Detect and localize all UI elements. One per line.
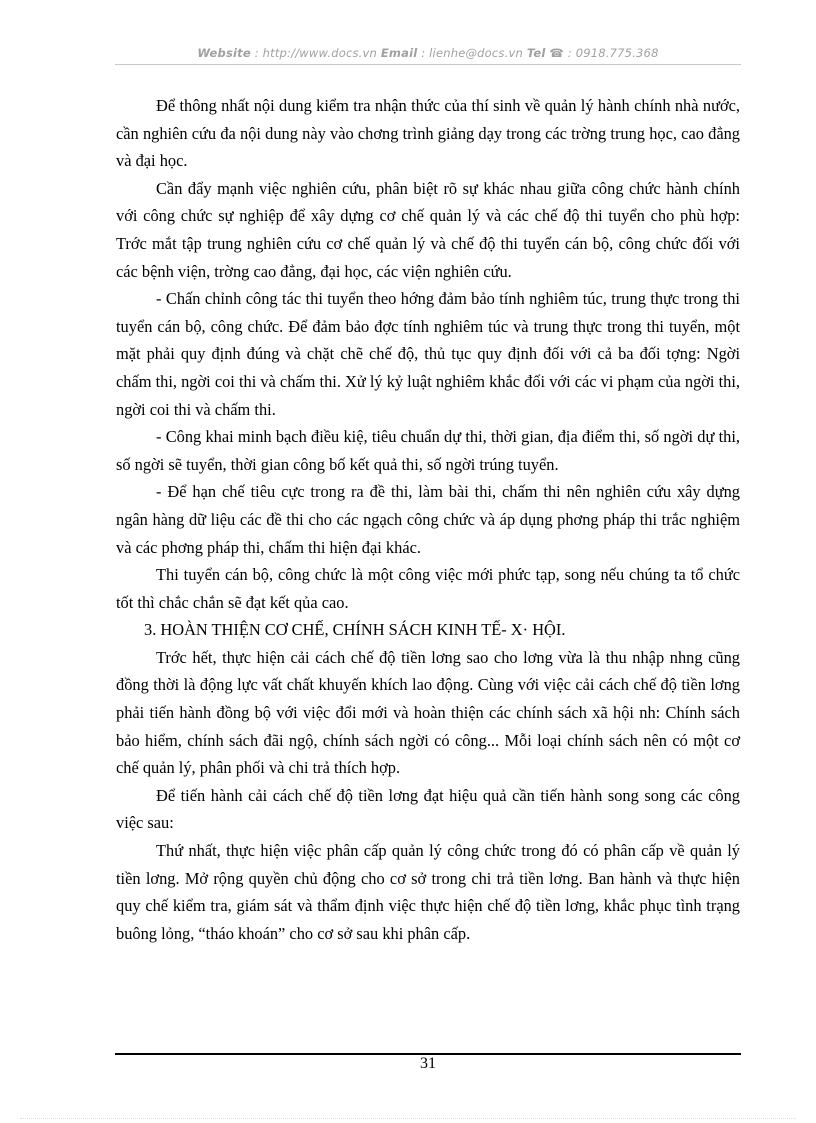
tel-label: Tel bbox=[526, 46, 546, 60]
section-heading: 3. HOÀN THIỆN CƠ CHẾ, CHÍNH SÁCH KINH TẾ- X· HỘI. bbox=[144, 620, 566, 640]
paragraph: Để thông nhất nội dung kiểm tra nhận thức của thí sinh về quản lý hành chính nhà nước, cần nghiên cứu đa nội dung này vào chơng trình giảng dạy trong các trờng trung học, cao đẳng và đại học. bbox=[116, 96, 740, 171]
paragraph: Trớc hết, thực hiện cải cách chế độ tiền lơng sao cho lơng vừa là thu nhập nhng cũng đồng thời là động lực vất chất khuyến khích lao động. Cùng với việc cải cách chế độ tiền lơng phải tiến hành đồng bộ với việc đổi mới và hoàn thiện các chính sách xã hội nh: Chính sách bảo hiểm, chính sách đãi ngộ, chính sách ngời có công... Mỗi loại chính sách nên có một cơ chế quản lý, phân phối và chi trả thích hợp. bbox=[116, 647, 740, 778]
paragraph: Thi tuyển cán bộ, công chức là một công việc mới phức tạp, song nếu chúng ta tổ chức tốt thì chắc chắn sẽ đạt kết qủa cao. bbox=[116, 565, 740, 612]
paragraph: - Công khai minh bạch điều kiệ, tiêu chuẩn dự thi, thời gian, địa điểm thi, số ngời dự thi, số ngời sẽ tuyển, thời gian công bố kết quả thi, số ngời trúng tuyển. bbox=[116, 427, 740, 474]
paragraph: Cần đẩy mạnh việc nghiên cứu, phân biệt rõ sự khác nhau giữa công chức hành chính với công chức sự nghiệp để xây dựng cơ chế quản lý và các chế độ thi tuyển cho phù hợp: Trớc mắt tập trung nghiên cứu cơ chế quản lý và chế độ thi tuyển cán bộ, công chức đối với các bệnh viện, trờng cao đẳng, đại học, các viện nghiên cứu. bbox=[116, 178, 740, 281]
page-number: 31 bbox=[420, 1055, 436, 1072]
website-label: Website bbox=[197, 46, 251, 60]
document-body bbox=[116, 92, 740, 947]
email-value: : lienhe@docs.vn bbox=[421, 46, 523, 60]
page-bottom-border bbox=[20, 1118, 796, 1119]
paragraph: - Chấn chỉnh công tác thi tuyển theo hớng đảm bảo tính nghiêm túc, trung thực trong thi tuyển cán bộ, công chức. Để đảm bảo đợc tính nghiêm túc và trung thực trong thi tuyển, một mặt phải quy định đúng và chặt chẽ chế độ, thủ tục quy định đối với cả ba đối tợng: Ngời chấm thi, ngời coi thi và chấm thi. Xử lý kỷ luật nghiêm khắc đối với các vi phạm của ngời thi, ngời coi thi và chấm thi. bbox=[116, 289, 740, 419]
paragraph: Thứ nhất, thực hiện việc phân cấp quản lý công chức trong đó có phân cấp về quản lý tiền lơng. Mở rộng quyền chủ động cho cơ sở trong chi trả tiền lơng. Ban hành và thực hiện quy chế kiểm tra, giám sát và thẩm định việc thực hiện chế độ tiền lơng, khắc phục tình trạng buông lỏng, “tháo khoán” cho cơ sở sau khi phân cấp. bbox=[116, 841, 740, 943]
paragraph: - Để hạn chế tiêu cực trong ra đề thi, làm bài thi, chấm thi nên nghiên cứu xây dựng ngân hàng dữ liệu các đề thi cho các ngạch công chức và áp dụng phơng pháp thi trắc nghiệm và các phơng pháp thi, chấm thi hiện đại khác. bbox=[116, 482, 740, 557]
website-value: : http://www.docs.vn bbox=[254, 46, 378, 60]
tel-value: ☎ : 0918.775.368 bbox=[549, 46, 659, 60]
email-label: Email bbox=[380, 46, 418, 60]
header-divider bbox=[115, 64, 741, 65]
paragraph: Để tiến hành cải cách chế độ tiền lơng đạt hiệu quả cần tiến hành song song các công việc sau: bbox=[116, 785, 740, 833]
page-header bbox=[115, 46, 741, 60]
